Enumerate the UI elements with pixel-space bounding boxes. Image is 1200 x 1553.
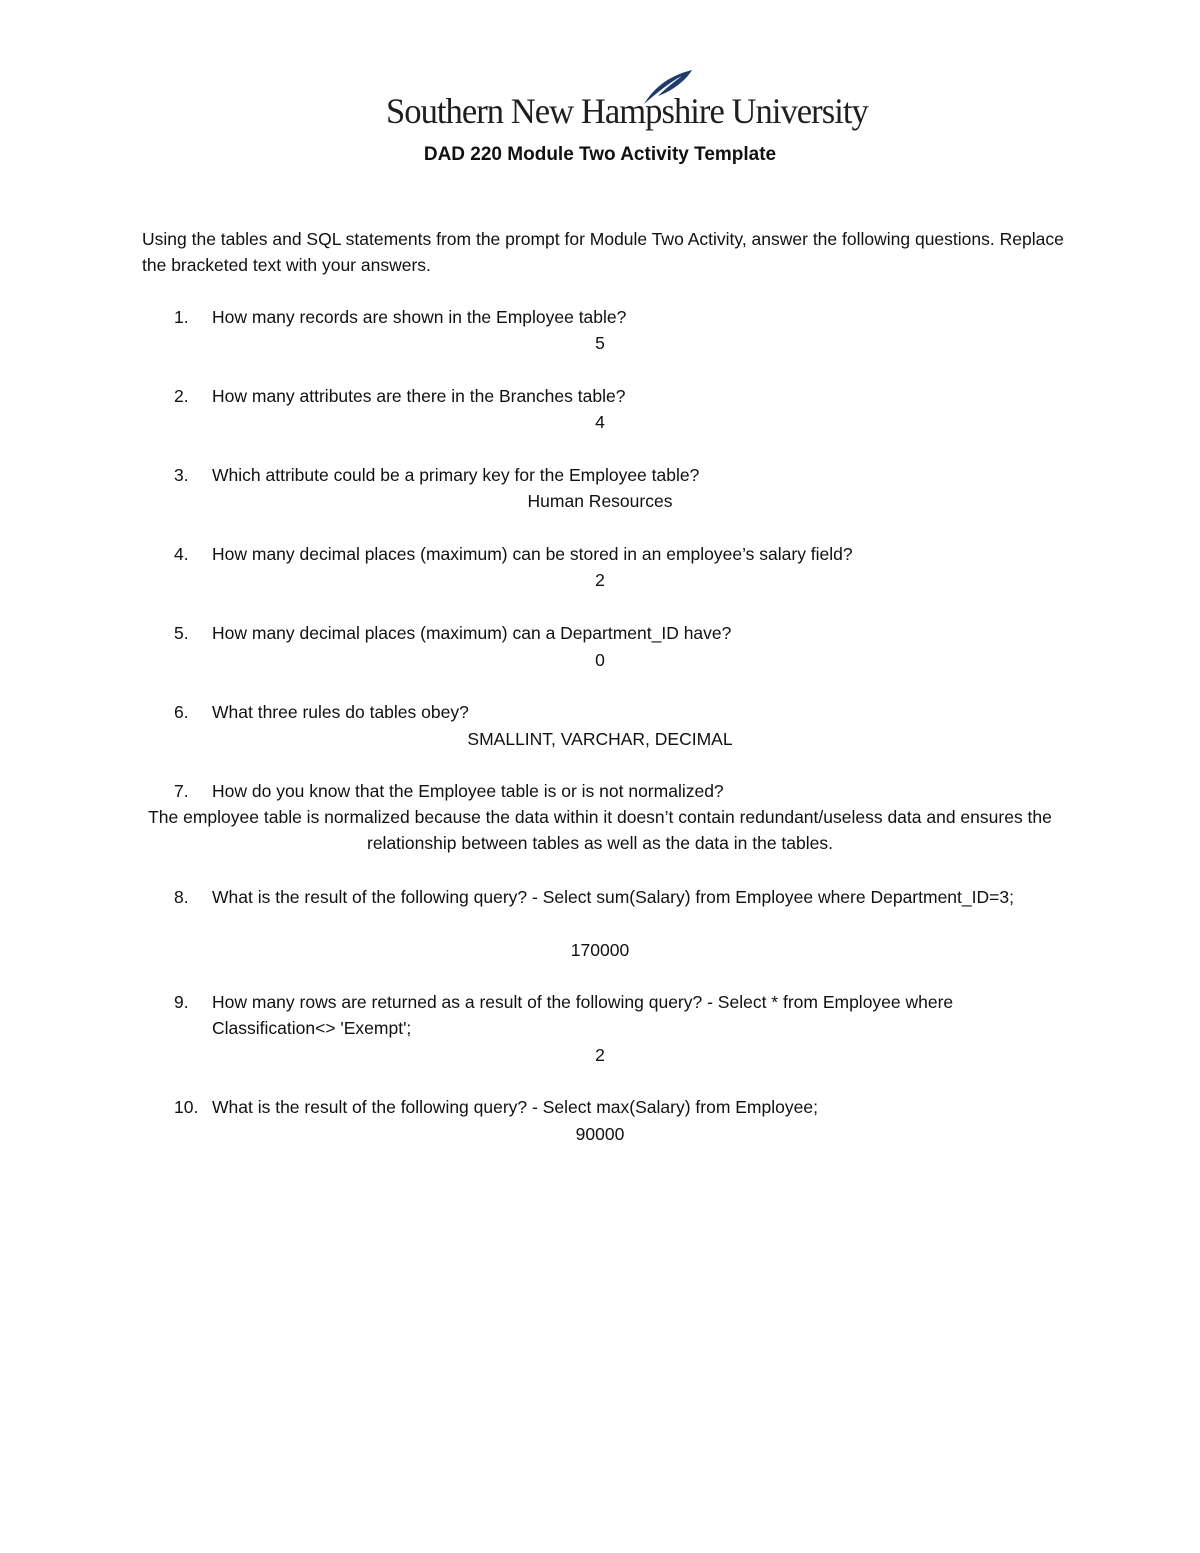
question-number: 4. — [174, 544, 189, 564]
question-number: 3. — [174, 465, 189, 485]
question-text: What three rules do tables obey? — [212, 702, 469, 722]
answer-3: Human Resources — [527, 491, 673, 511]
question-text: How do you know that the Employee table is or is not normalized? — [212, 781, 724, 801]
answer-8: 170000 — [570, 940, 630, 960]
question-number: 8. — [174, 887, 189, 907]
question-text: What is the result of the following query? - Select max(Salary) from Employee; — [212, 1097, 818, 1117]
answer-6: SMALLINT, VARCHAR, DECIMAL — [467, 729, 733, 749]
document-title: DAD 220 Module Two Activity Template — [423, 144, 777, 165]
intro-paragraph: Using the tables and SQL statements from the prompt for Module Two Activity, answer the following questions. Replace the bracketed text with your answers. — [142, 229, 1064, 275]
question-text: How many rows are returned as a result of the following query? - Select * from Employee where Classification<> 'Exempt'; — [212, 992, 954, 1038]
question-text: How many decimal places (maximum) can a Department_ID have? — [212, 623, 732, 643]
answer-4: 2 — [595, 570, 605, 590]
question-number: 6. — [174, 702, 189, 722]
answer-7: The employee table is normalized because the data within it doesn’t contain redundant/useless data and ensures the relationship between tables as well as the data in the tables. — [148, 807, 1052, 853]
question-text: Which attribute could be a primary key for the Employee table? — [212, 465, 700, 485]
question-number: 9. — [174, 992, 189, 1012]
answer-5: 0 — [595, 650, 605, 670]
question-number: 1. — [174, 307, 189, 327]
university-logo — [386, 66, 868, 138]
answer-9: 2 — [595, 1045, 605, 1065]
answer-2: 4 — [595, 412, 605, 432]
question-number: 7. — [174, 781, 189, 801]
logo-wordmark: Southern New Hampshire University — [386, 91, 868, 131]
answer-1: 5 — [595, 333, 605, 353]
question-text: How many attributes are there in the Branches table? — [212, 386, 626, 406]
question-text: What is the result of the following query? - Select sum(Salary) from Employee where Department_ID=3; — [212, 887, 1014, 907]
question-text: How many records are shown in the Employee table? — [212, 307, 627, 327]
question-number: 10. — [174, 1097, 199, 1117]
question-number: 2. — [174, 386, 189, 406]
question-text: How many decimal places (maximum) can be stored in an employee’s salary field? — [212, 544, 853, 564]
answer-10: 90000 — [575, 1124, 625, 1144]
question-number: 5. — [174, 623, 189, 643]
